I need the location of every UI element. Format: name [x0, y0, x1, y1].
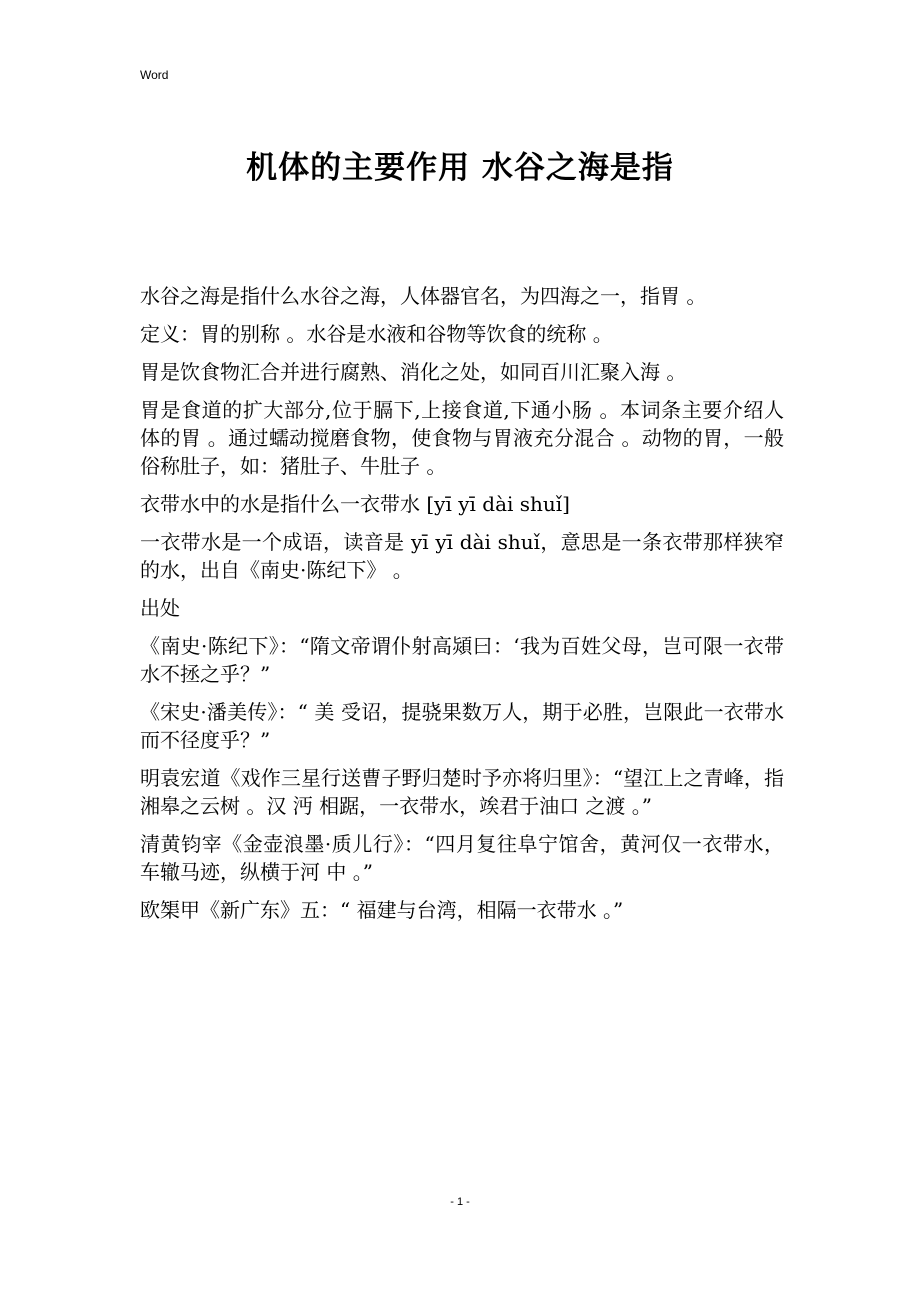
- document-title: 机体的主要作用 水谷之海是指: [246, 150, 674, 186]
- paragraph: 衣带水中的水是指什么一衣带水 [yī yī dài shuǐ]: [140, 492, 570, 516]
- quotation-paragraph: 明袁宏道《戏作三星行送曹子野归楚时予亦将归里》：“望江上之青峰，指湘皋之云树 。汉 沔 相踞，一衣带水，竢君于油口 之渡 。”: [140, 766, 784, 818]
- header-label: Word: [140, 68, 169, 82]
- paragraph: 胃是食道的扩大部分,位于膈下,上接食道,下通小肠 。本词条主要介绍人体的胃 。通过蠕动搅磨食物，使食物与胃液充分混合 。动物的胃，一般俗称肚子，如：猪肚子、牛肚子 。: [140, 398, 784, 478]
- section-heading: 出处: [140, 596, 180, 620]
- paragraph: 水谷之海是指什么水谷之海，人体器官名，为四海之一，指胃 。: [140, 284, 707, 308]
- paragraph: 一衣带水是一个成语，读音是 yī yī dài shuǐ，意思是一条衣带那样狭窄的水，出自《南史·陈纪下》 。: [140, 530, 784, 582]
- page-number: - 1 -: [450, 1196, 470, 1208]
- quotation-paragraph: 清黄钧宰《金壶浪墨·质儿行》：“四月复往阜宁馆舍，黄河仅一衣带水，车辙马迹，纵横于河 中 。”: [140, 832, 784, 884]
- quotation-paragraph: 欧榘甲《新广东》五：“ 福建与台湾，相隔一衣带水 。”: [140, 898, 624, 922]
- quotation-paragraph: 《南史·陈纪下》：“隋文帝谓仆射高熲曰：‘我为百姓父母，岂可限一衣带水不拯之乎？”: [140, 634, 784, 686]
- paragraph: 定义：胃的别称 。水谷是水液和谷物等饮食的统称 。: [140, 322, 613, 346]
- document-body: [140, 282, 784, 934]
- quotation-paragraph: 《宋史·潘美传》：“ 美 受诏，提骁果数万人，期于必胜，岂限此一衣带水而不径度乎？”: [140, 700, 784, 752]
- paragraph: 胃是饮食物汇合并进行腐熟、消化之处，如同百川汇聚入海 。: [140, 360, 687, 384]
